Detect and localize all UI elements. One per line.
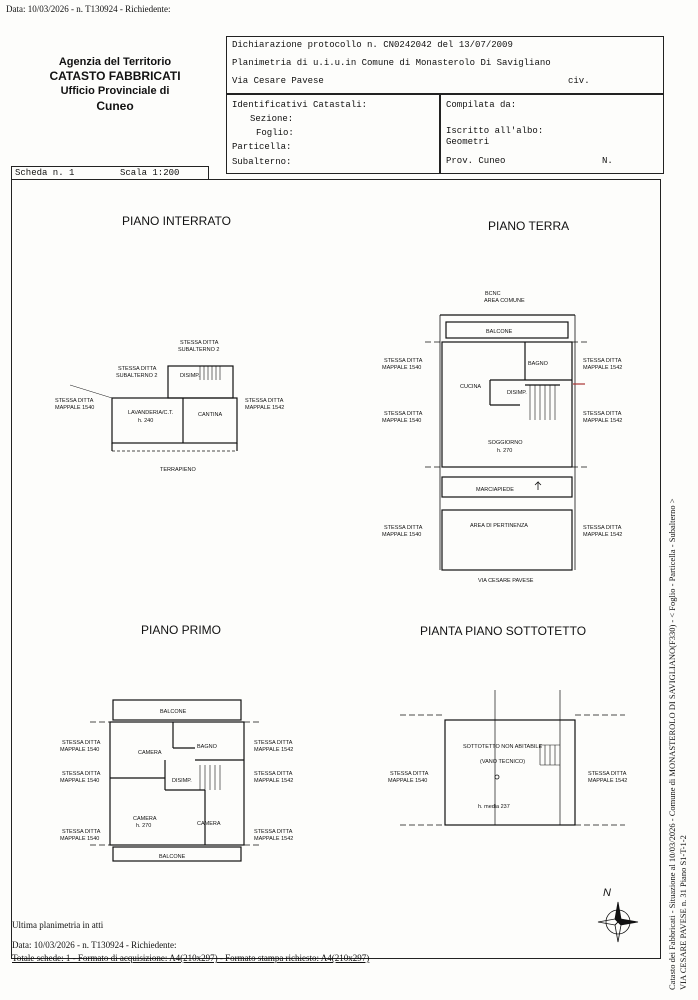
sottotetto-label: SOTTOTETTO NON ABITABILE [463,744,543,750]
primo-right3-b: MAPPALE 1542 [254,836,294,842]
piano-primo-title: PIANO PRIMO [141,623,222,637]
interrato-disimp-walls [168,366,233,398]
interrato-h240-label: h. 240 [138,418,154,424]
primo-right1-a: STESSA DITTA [254,740,293,746]
piano-primo-plan [55,690,315,875]
interrato-cantina-label: CANTINA [198,412,223,418]
scheda-label: Scheda n. 1 [15,168,75,178]
primo-h270-label: h. 270 [136,823,152,829]
interrato-stair-treads [200,366,220,380]
interrato-sub2b-label-a: STESSA DITTA [118,366,157,372]
primo-camera3-label: CAMERA [197,821,221,827]
primo-left2-a: STESSA DITTA [62,771,101,777]
office-city: Cuneo [96,99,134,113]
terra-soggiorno-label: SOGGIORNO [488,440,523,446]
terra-marciapiede-label: MARCIAPIEDE [476,487,514,493]
piano-interrato-plan [50,330,310,480]
primo-right1-b: MAPPALE 1542 [254,747,294,753]
address-line: Via Cesare Pavese [232,76,324,86]
interrato-outer-walls [112,398,237,443]
sottotetto-right-b: MAPPALE 1542 [588,778,628,784]
interrato-sub2b-label-b: SUBALTERNO 2 [116,373,158,379]
terra-h270-label: h. 270 [497,448,513,454]
terra-left3-b: MAPPALE 1540 [382,532,422,538]
sottotetto-left-a: STESSA DITTA [390,771,429,777]
piano-terra-plan [380,280,650,590]
number-label: N. [602,156,613,166]
particella-label: Particella: [232,142,292,152]
terra-pertinenza-label: AREA DI PERTINENZA [470,523,528,529]
compilata-title: Compilata da: [446,100,517,110]
terra-disimp-label: DISIMP. [507,390,527,396]
ultima-planimetria: Ultima planimetria in atti [12,920,104,930]
interrato-sub2-label-b: SUBALTERNO 2 [178,347,220,353]
primo-left2-b: MAPPALE 1540 [60,778,100,784]
interrato-leader [70,385,112,398]
terra-left2-b: MAPPALE 1540 [382,418,422,424]
primo-camera1-label: CAMERA [138,750,162,756]
terra-right1-b: MAPPALE 1542 [583,365,623,371]
sottotetto-hmedia-label: h. media 237 [478,804,510,810]
terra-stair-treads [530,385,555,420]
terra-via-label: VIA CESARE PAVESE [478,578,534,584]
terra-area-comune-label: AREA COMUNE [484,298,525,304]
terra-left3-a: STESSA DITTA [384,525,423,531]
terra-bcnc-label: BCNC [485,291,501,297]
primo-camera2-label: CAMERA [133,816,157,822]
foglio-label: Foglio: [256,128,294,138]
sezione-label: Sezione: [250,114,294,124]
footer-request-line: Data: 10/03/2026 - n. T130924 - Richiedente: [12,940,177,950]
compass-north-arrow-icon [615,902,621,922]
top-request-line: Data: 10/03/2026 - n. T130924 - Richiedente: [6,4,171,14]
sottotetto-stair-treads [540,745,560,765]
interrato-sub2-label-a: STESSA DITTA [180,340,219,346]
primo-right2-a: STESSA DITTA [254,771,293,777]
sottotetto-right-a: STESSA DITTA [588,771,627,777]
civ-label: civ. [568,76,590,86]
sottotetto-boundary-dashes [400,715,628,825]
planimetria-line: Planimetria di u.i.u.in Comune di Monasterolo Di Savigliano [232,58,551,68]
terra-left1-a: STESSA DITTA [384,358,423,364]
interrato-right-label-a: STESSA DITTA [245,398,284,404]
primo-left1-a: STESSA DITTA [62,740,101,746]
primo-right3-a: STESSA DITTA [254,829,293,835]
primo-bagno-label: BAGNO [197,744,217,750]
side-text-line1: Catasto dei Fabbricati - Situazione al 10/03/2026 - Comune di MONASTEROLO DI SAVIGLIANO(F330) - < Foglio - Particella - Subalterno > [667,498,677,990]
terra-cucina-label: CUCINA [460,384,482,390]
primo-balcone-bottom-label: BALCONE [159,854,186,860]
ufficio-label: Ufficio Provinciale di [60,85,170,97]
interrato-right-label-b: MAPPALE 1542 [245,405,285,411]
primo-disimp-label: DISIMP. [172,778,192,784]
north-compass [590,880,650,950]
piano-terra-title: PIANO TERRA [488,219,570,233]
piano-interrato-title: PIANO INTERRATO [122,214,231,228]
iscritto-label: Iscritto all'albo: [446,126,544,136]
terra-right3-a: STESSA DITTA [583,525,622,531]
sottotetto-walls [445,720,575,825]
terra-balcone-label: BALCONE [486,329,513,335]
sottotetto-plan [385,685,650,835]
identificativi-title: Identificativi Catastali: [232,100,368,110]
side-text-line2: VIA CESARE PAVESE n. 31 Piano S1-T-1-2 [678,835,688,990]
terra-right2-b: MAPPALE 1542 [583,418,623,424]
terra-entry-arrow [535,482,541,490]
province-label: Prov. Cuneo [446,156,506,166]
catasto-title: CATASTO FABBRICATI [49,69,181,83]
terra-right1-a: STESSA DITTA [583,358,622,364]
sottotetto-vano-label: (VANO TECNICO) [480,759,526,765]
primo-left3-a: STESSA DITTA [62,829,101,835]
primo-stair-treads [200,765,220,790]
interrato-lavanderia-label: LAVANDERIA/C.T. [128,410,174,416]
interrato-terrapieno-label: TERRAPIENO [160,467,196,473]
sottotetto-left-b: MAPPALE 1540 [388,778,428,784]
scala-label: Scala 1:200 [120,168,180,178]
terra-right3-b: MAPPALE 1542 [583,532,623,538]
primo-left1-b: MAPPALE 1540 [60,747,100,753]
interrato-left-label-b: MAPPALE 1540 [55,405,95,411]
primo-left3-b: MAPPALE 1540 [60,836,100,842]
primo-right2-b: MAPPALE 1542 [254,778,294,784]
terra-left2-a: STESSA DITTA [384,411,423,417]
sottotetto-title: PIANTA PIANO SOTTOTETTO [420,624,587,638]
terra-area-pertinenza [442,510,572,570]
side-catasto-text [667,498,689,990]
interrato-left-label-a: STESSA DITTA [55,398,94,404]
agency-block [20,56,210,114]
declaration-line: Dichiarazione protocollo n. CN0242042 del 13/07/2009 [232,40,513,50]
agency-name: Agenzia del Territorio [58,56,172,68]
interrato-disimp-label: DISIMP. [180,373,200,379]
terra-bagno-label: BAGNO [528,361,548,367]
footer-totale-line: Totale schede: 1 - Formato di acquisizione: A4(210x297) - Formato stampa richiesto: A4(210x297) [12,953,370,963]
terra-right2-a: STESSA DITTA [583,411,622,417]
primo-balcone-top-label: BALCONE [160,709,187,715]
subalterno-label: Subalterno: [232,157,292,167]
north-letter: N [603,887,611,899]
sottotetto-circle [495,775,499,779]
albo-value: Geometri [446,137,490,147]
terra-left1-b: MAPPALE 1540 [382,365,422,371]
